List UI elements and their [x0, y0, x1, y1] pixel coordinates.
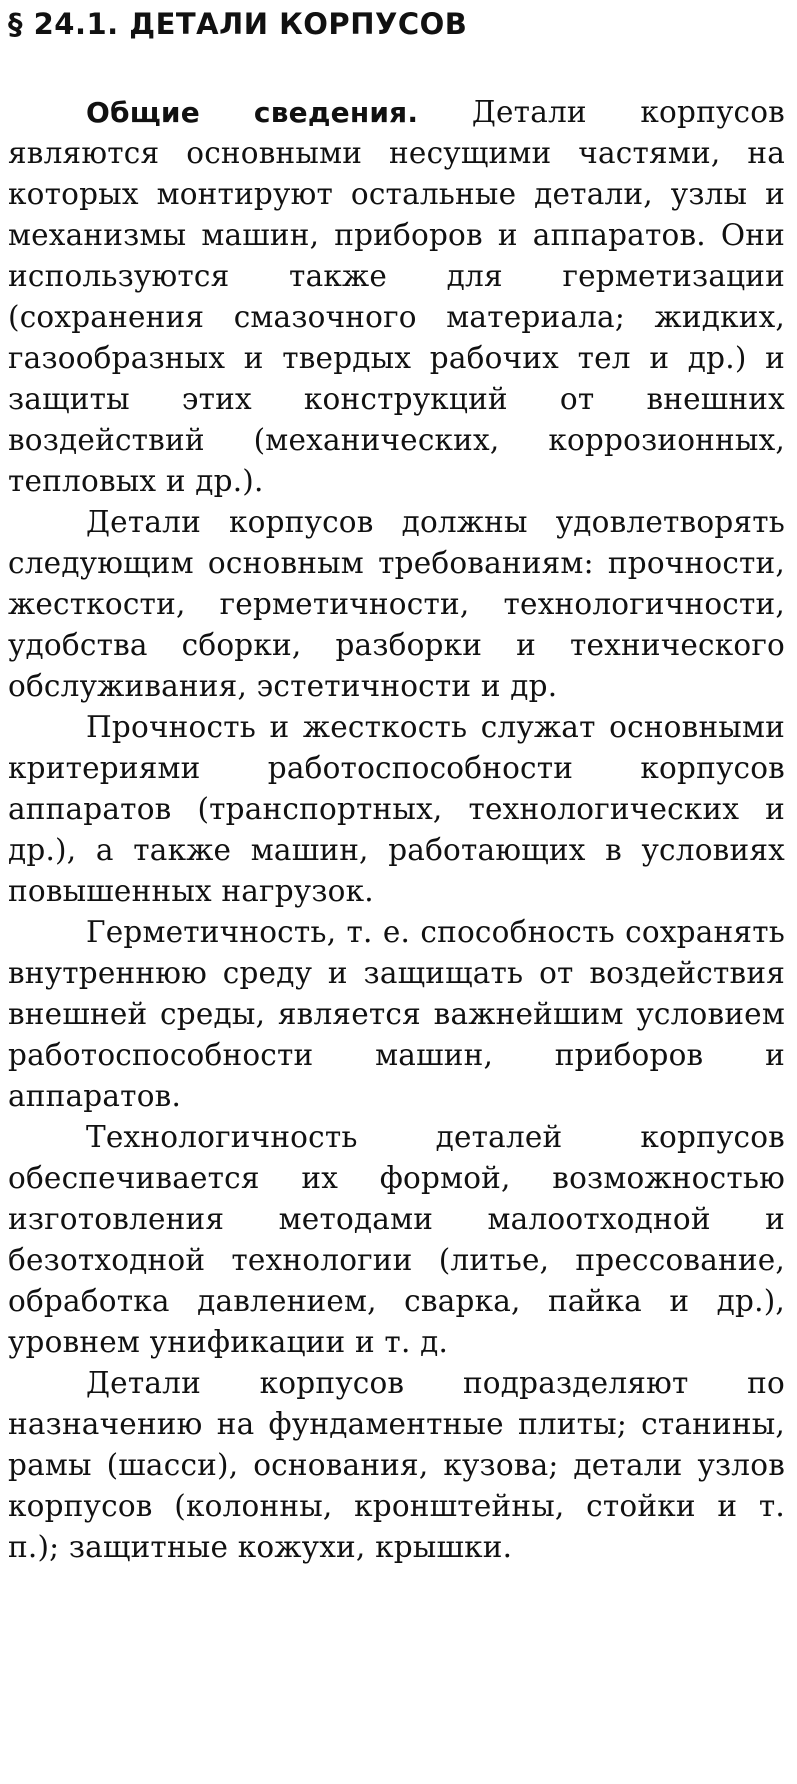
paragraph-lead: Общие сведения.	[86, 96, 419, 129]
paragraph-general-info	[8, 92, 785, 502]
paragraph-requirements	[8, 502, 785, 707]
paragraph-text: Детали корпусов должны удовлетворять следующим основным требованиям: прочности, жесткости, герметичности, технологичности, удобства сборки, разборки и технического обслуживания, эстетичности и др.	[8, 505, 785, 703]
section-title: § 24.1. ДЕТАЛИ КОРПУСОВ	[8, 7, 468, 41]
paragraph-strength	[8, 707, 785, 912]
paragraph-text: Герметичность, т. е. способность сохранять внутреннюю среду и защищать от воздействия внешней среды, является важнейшим условием работоспособности машин, приборов и аппаратов.	[8, 915, 785, 1113]
paragraph-text: Детали корпусов являются основными несущими частями, на которых монтируют остальные детали, узлы и механизмы машин, приборов и аппаратов. Они используются также для герметизации (сохранения смазочного материала; жидких, газообразных и твердых рабочих тел и др.) и защиты этих конструкций от внешних воздействий (механических, коррозионных, тепловых и др.).	[8, 95, 785, 498]
paragraph-classification	[8, 1363, 785, 1568]
body-text	[8, 92, 785, 1568]
paragraph-text: Детали корпусов подразделяют по назначению на фундаментные плиты; станины, рамы (шасси), основания, кузова; детали узлов корпусов (колонны, кронштейны, стойки и т. п.); защитные кожухи, крышки.	[8, 1366, 785, 1564]
paragraph-text: Прочность и жесткость служат основными критериями работоспособности корпусов аппаратов (транспортных, технологических и др.), а также машин, работающих в условиях повышенных нагрузок.	[8, 710, 785, 908]
paragraph-manufacturability	[8, 1117, 785, 1363]
paragraph-text: Технологичность деталей корпусов обеспечивается их формой, возможностью изготовления методами малоотходной и безотходной технологии (литье, прессование, обработка давлением, сварка, пайка и др.), уровнем унификации и т. д.	[8, 1120, 785, 1359]
paragraph-hermeticity	[8, 912, 785, 1117]
